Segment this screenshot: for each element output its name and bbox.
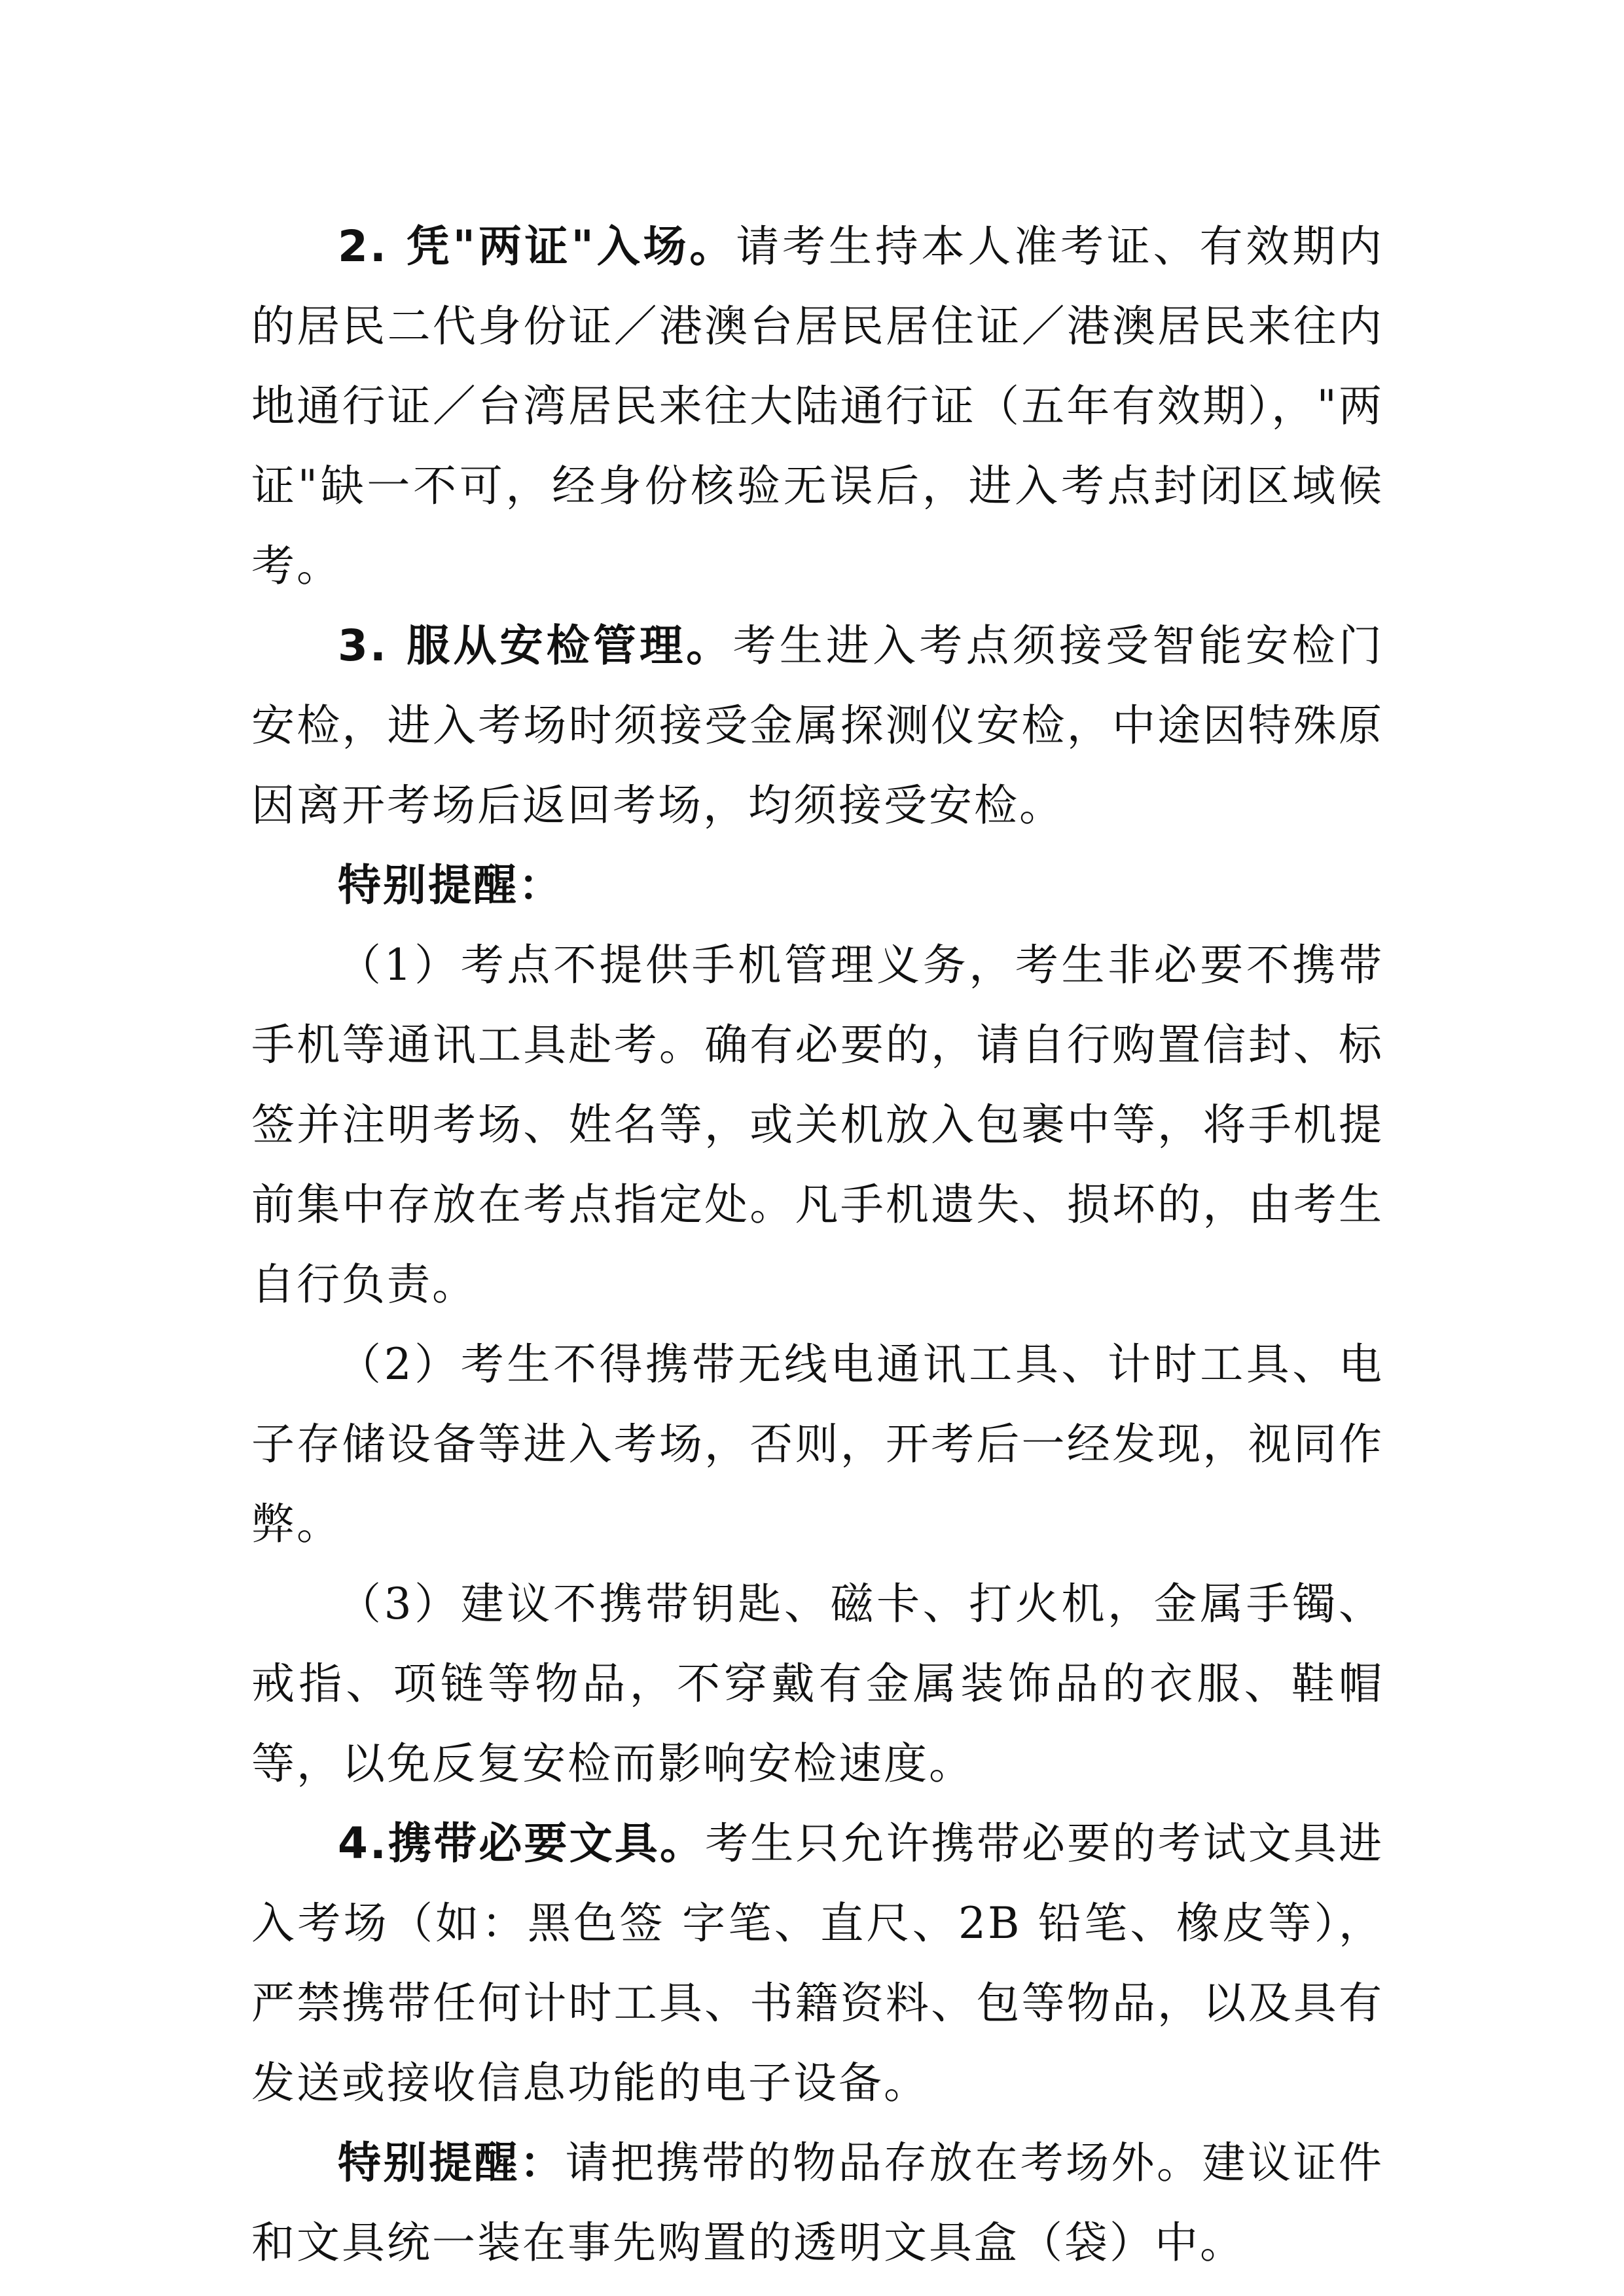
paragraph-text: 请考生持本人准考证、有效期内的居民二代身份证／港澳台居民居住证／港澳居民来往内地通行证／台湾居民来往大陆通行证（五年有效期），"两证"缺一不可，经身份核验无误后，进入考点封闭区域候考。 [251, 221, 1384, 591]
paragraph-two-ids [251, 207, 1384, 606]
paragraph-special-reminder-storage [251, 2123, 1384, 2283]
paragraph-special-reminder [251, 846, 1384, 925]
paragraph-text: （1）考点不提供手机管理义务，考生非必要不携带手机等通讯工具赴考。确有必要的，请自行购置信封、标签并注明考场、姓名等，或关机放入包裹中等，将手机提前集中存放在考点指定处。凡手机遗失、损坏的，由考生自行负责。 [251, 940, 1384, 1310]
paragraph-text: （3）建议不携带钥匙、磁卡、打火机，金属手镯、戒指、项链等物品，不穿戴有金属装饰品的衣服、鞋帽等，以免反复安检而影响安检速度。 [251, 1579, 1384, 1789]
paragraph-heading: 特别提醒： [338, 860, 564, 910]
paragraph-text: （2）考生不得携带无线电通讯工具、计时工具、电子存储设备等进入考场，否则，开考后一经发现，视同作弊。 [251, 1339, 1384, 1549]
paragraph-heading: 4.携带必要文具。 [338, 1818, 706, 1869]
paragraph-stationery [251, 1804, 1384, 2123]
paragraph-heading: 特别提醒： [338, 2138, 566, 2188]
paragraph-security-check [251, 606, 1384, 846]
paragraph-reminder-3 [251, 1564, 1384, 1804]
paragraph-text: 考生进入考点须接受智能安检门安检，进入考场时须接受金属探测仪安检，中途因特殊原因离开考场后返回考场，均须接受安检。 [251, 620, 1384, 831]
document-body [251, 207, 1384, 2283]
paragraph-text: 考生只允许携带必要的考试文具进入考场（如：黑色签 字笔、直尺、2B 铅笔、橡皮等），严禁携带任何计时工具、书籍资料、包等物品，以及具有发送或接收信息功能的电子设备。 [251, 1818, 1384, 2108]
paragraph-reminder-1 [251, 925, 1384, 1325]
paragraph-heading: 3. 服从安检管理。 [338, 620, 733, 671]
paragraph-text: 请把携带的物品存放在考场外。建议证件和文具统一装在事先购置的透明文具盒（袋）中。 [251, 2138, 1384, 2268]
paragraph-heading: 2. 凭"两证"入场。 [338, 221, 736, 272]
paragraph-reminder-2 [251, 1325, 1384, 1564]
